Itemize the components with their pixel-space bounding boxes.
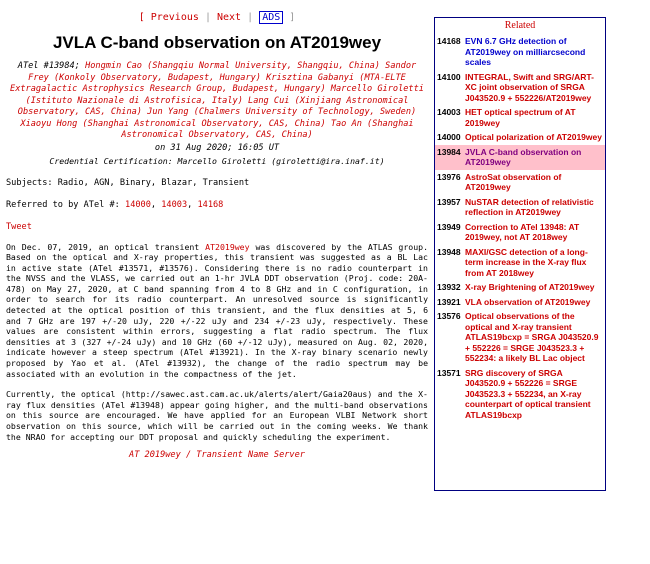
related-item-link[interactable]: SRG discovery of SRGA J043520.9 + 552226 = SRGE J043523.3 + 552234, an X-ray counterpart of optical transient ATLAS19bcxp [465, 367, 591, 420]
related-item-number: 13948 [437, 246, 461, 257]
related-item-link[interactable]: AstroSat observation of AT2019wey [465, 171, 562, 192]
related-item-link[interactable]: INTEGRAL, Swift and SRG/ART-XC joint observation of SRGA J043520.9 + 552226/AT2019wey [465, 71, 594, 103]
related-item[interactable] [435, 245, 605, 281]
related-item-number: 14100 [437, 71, 461, 82]
related-item[interactable] [435, 34, 605, 70]
credential: Credential Certification: Marcello Giroletti (giroletti@ira.inaf.it) [49, 155, 385, 166]
related-item[interactable] [435, 195, 605, 220]
referred-label: Referred to by ATel #: [6, 199, 120, 210]
related-item[interactable] [435, 105, 605, 130]
post-date: on 31 Aug 2020; 16:05 UT [154, 142, 280, 153]
ref-link-14003[interactable]: 14003 [161, 199, 188, 210]
related-item-link[interactable]: HET optical spectrum of AT 2019wey [465, 107, 576, 128]
article-body [6, 242, 428, 443]
related-item-number: 13932 [437, 282, 461, 292]
ref-link-14168[interactable]: 14168 [197, 199, 224, 210]
related-item-number: 13984 [437, 146, 461, 157]
related-sidebar [434, 17, 606, 491]
subjects: Subjects: Radio, AGN, Binary, Blazar, Transient [6, 177, 250, 188]
related-item-link[interactable]: NuSTAR detection of relativistic reflection in AT2019wey [465, 196, 594, 217]
tns-link[interactable]: AT 2019wey / Transient Name Server [129, 450, 305, 461]
related-item-number: 13921 [437, 296, 461, 307]
related-list [435, 34, 605, 422]
previous-link[interactable]: [ Previous [138, 12, 199, 23]
related-item-number: 13576 [437, 311, 461, 321]
next-link[interactable]: Next [217, 12, 242, 23]
referred-by: Referred to by ATel #: 14000, 14003, 14168 [6, 199, 224, 210]
authors-text[interactable]: Hongmin Cao (Shangqiu Normal University, Shangqiu, China) Sandor Frey (Konkoly Observatory, Budapest, Hungary) Krisztina Gabanyi (MTA-ELTE Extragalactic Astrophysics Research Group, Budapest, Hungary) Marcello Giroletti (Istituto Nazionale di Astrofisica, Italy) Lang Cui (Xinjiang Astronomical Observatory, CAS, China) Jun Yang (Chalmers University of Technology, Sweden) Xiaoyu Hong (Shanghai Astronomical Observatory, CAS, China) Tao An (Shanghai Astronomical Observatory, CAS, China) [10, 61, 424, 140]
bracket-close: ] [289, 12, 296, 23]
related-item[interactable] [435, 70, 605, 106]
author-list [6, 61, 428, 142]
related-item[interactable] [435, 220, 605, 245]
nav-separator: | [247, 12, 254, 23]
related-item-number: 13571 [437, 367, 461, 378]
paragraph-2: Currently, the optical (http://sawec.ast.cam.ac.uk/alerts/alert/Gaia20aus) and the X-ray flux densities (ATel #13948) appear going higher, and the multi-band observations on this source are encouraged. We have applied for an European VLBI Network short observation on this source, which will be carried out in the coming weeks. We thank the NRAO for accepting our DDT proposal and quickly scheduling the experiment. [6, 389, 428, 442]
para1-text-a: On Dec. 07, 2019, an optical transient [6, 241, 206, 252]
ads-link[interactable]: ADS [259, 11, 283, 24]
related-item-link[interactable]: MAXI/GSC detection of a long-term increase in the X-ray flux from AT 2018wey [465, 246, 588, 278]
related-item-link[interactable]: VLA observation of AT2019wey [465, 296, 591, 307]
related-item-link[interactable]: Optical polarization of AT2019wey [465, 132, 602, 142]
atel-number: ATel #13984; [17, 61, 80, 71]
related-item[interactable] [435, 309, 605, 366]
para1-text-b: was discovered by the ATLAS group. Based on the optical and X-ray properties, this transient was suggested as a BL Lac in active state (ATel #13571, #13576). Considering there is no radio counterpart in the NVSS and the VLASS, we carried out an 1-hr JVLA DDT observation (Proj. code: 20A-478) on May 27, 2020, at C band spanning from 4 to 8 GHz and in C configuration, in order to search for its radio counterpart. An unresolved source is significantly detected at the optical position of this transient, and the flux densities at 5, 6 and 7 GHz are 197 +/-20 uJy, 220 +/-22 uJy and 234 +/-23 uJy, respectively. These values are consistent within errors, suggesting a flat radio spectrum. The flux densities at 3 (327 +/-24 uJy) and 10 GHz (60 +/-12 uJy), measured on Aug. 02, 2020, indicate however a steep spectrum (ATel #13921). In the X-ray binary scenario newly proposed by Yao et al. (ATel #13932), the change of the radio spectrum may be associated with an evolution in the compactness of the jet. [6, 241, 428, 379]
related-item-number: 13976 [437, 171, 461, 182]
nav-bar [6, 12, 428, 23]
related-title: Related [504, 20, 536, 31]
main-content [6, 12, 428, 460]
related-item-number: 13949 [437, 221, 461, 232]
related-item-link[interactable]: EVN 6.7 GHz detection of AT2019wey on milliarcsecond scales [465, 36, 586, 67]
paragraph-1 [6, 242, 428, 380]
related-item[interactable] [435, 295, 605, 310]
related-item[interactable] [435, 280, 605, 295]
tweet-link[interactable]: Tweet [6, 221, 32, 232]
related-item[interactable] [435, 366, 605, 423]
nav-separator: | [204, 12, 211, 23]
at2019wey-link[interactable]: AT2019wey [205, 241, 250, 252]
ref-link-14000[interactable]: 14000 [125, 199, 151, 210]
related-item[interactable] [435, 130, 605, 145]
page-title: JVLA C-band observation on AT2019wey [52, 33, 382, 52]
related-item-number: 14003 [437, 107, 461, 117]
related-item-number: 14168 [437, 36, 461, 46]
related-item[interactable] [435, 145, 605, 170]
related-item-number: 13957 [437, 196, 461, 207]
related-item[interactable] [435, 170, 605, 195]
related-item-number: 14000 [437, 132, 461, 142]
related-item-link[interactable]: X-ray Brightening of AT2019wey [465, 282, 595, 292]
related-item-link[interactable]: Correction to ATel 13948: AT 2019wey, not AT 2018wey [465, 221, 580, 242]
related-item-link[interactable]: Optical observations of the optical and X-ray transient ATLAS19bcxp = SRGA J043520.9 + 552226 = SRGE J043523.3 + 552234: a likely BL Lac object [465, 311, 599, 363]
related-item-link[interactable]: JVLA C-band observation on AT2019wey [465, 146, 582, 167]
